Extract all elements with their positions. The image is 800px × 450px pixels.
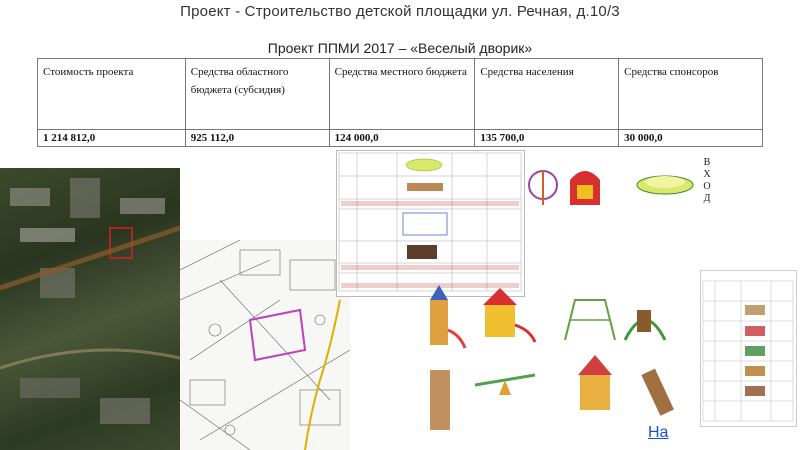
header-population-funds: Средства населения [475,59,619,130]
castle-illustration [578,355,612,410]
sandbox-illustration [637,176,693,194]
entrance-label [701,157,713,205]
table-value-row [38,130,763,147]
header-regional-budget: Средства областного бюджета (субсидия) [185,59,329,130]
header-sponsor-funds: Средства спонсоров [619,59,763,130]
entrance-letter: Х [703,169,711,180]
balance-board-illustration [625,310,665,340]
value-total-cost: 1 214 812,0 [38,130,186,147]
slide-tower-illustration [430,285,465,348]
equipment-illustrations-top [525,160,700,230]
house-illustration [570,171,600,205]
equipment-spec-table [337,151,524,296]
post-illustration [430,370,450,430]
entrance-letter: О [703,181,711,192]
site-plan-lines [180,240,350,450]
carousel-illustration [529,171,557,205]
value-sponsor-funds: 30 000,0 [619,130,763,147]
aerial-photo-drawing [0,168,180,450]
secondary-spec-table [701,271,796,426]
project-title: Проект - Строительство детской площадки ул. Речная, д.10/3 [180,3,620,20]
project-subtitle: Проект ППМИ 2017 – «Веселый дворик» [267,40,533,56]
next-slide-link[interactable]: На [648,424,669,441]
funding-table [37,58,763,147]
value-population-funds: 135 700,0 [475,130,619,147]
entrance-letter: Д [703,193,711,204]
value-local-budget: 124 000,0 [329,130,475,147]
entrance-letter: В [703,157,711,168]
site-plan-drawing [180,240,350,450]
table-header-row [38,59,763,130]
header-total-cost: Стоимость проекта [38,59,186,130]
value-regional-budget: 925 112,0 [185,130,329,147]
bench-illustration [641,369,674,416]
climbing-frame-illustration [565,300,615,340]
header-local-budget: Средства местного бюджета [329,59,475,130]
equipment-spec-sheet [336,150,525,297]
secondary-spec-sheet [700,270,797,427]
seesaw-illustration [475,375,535,395]
aerial-photo [0,168,180,450]
playhouse-slide-illustration [483,288,535,342]
